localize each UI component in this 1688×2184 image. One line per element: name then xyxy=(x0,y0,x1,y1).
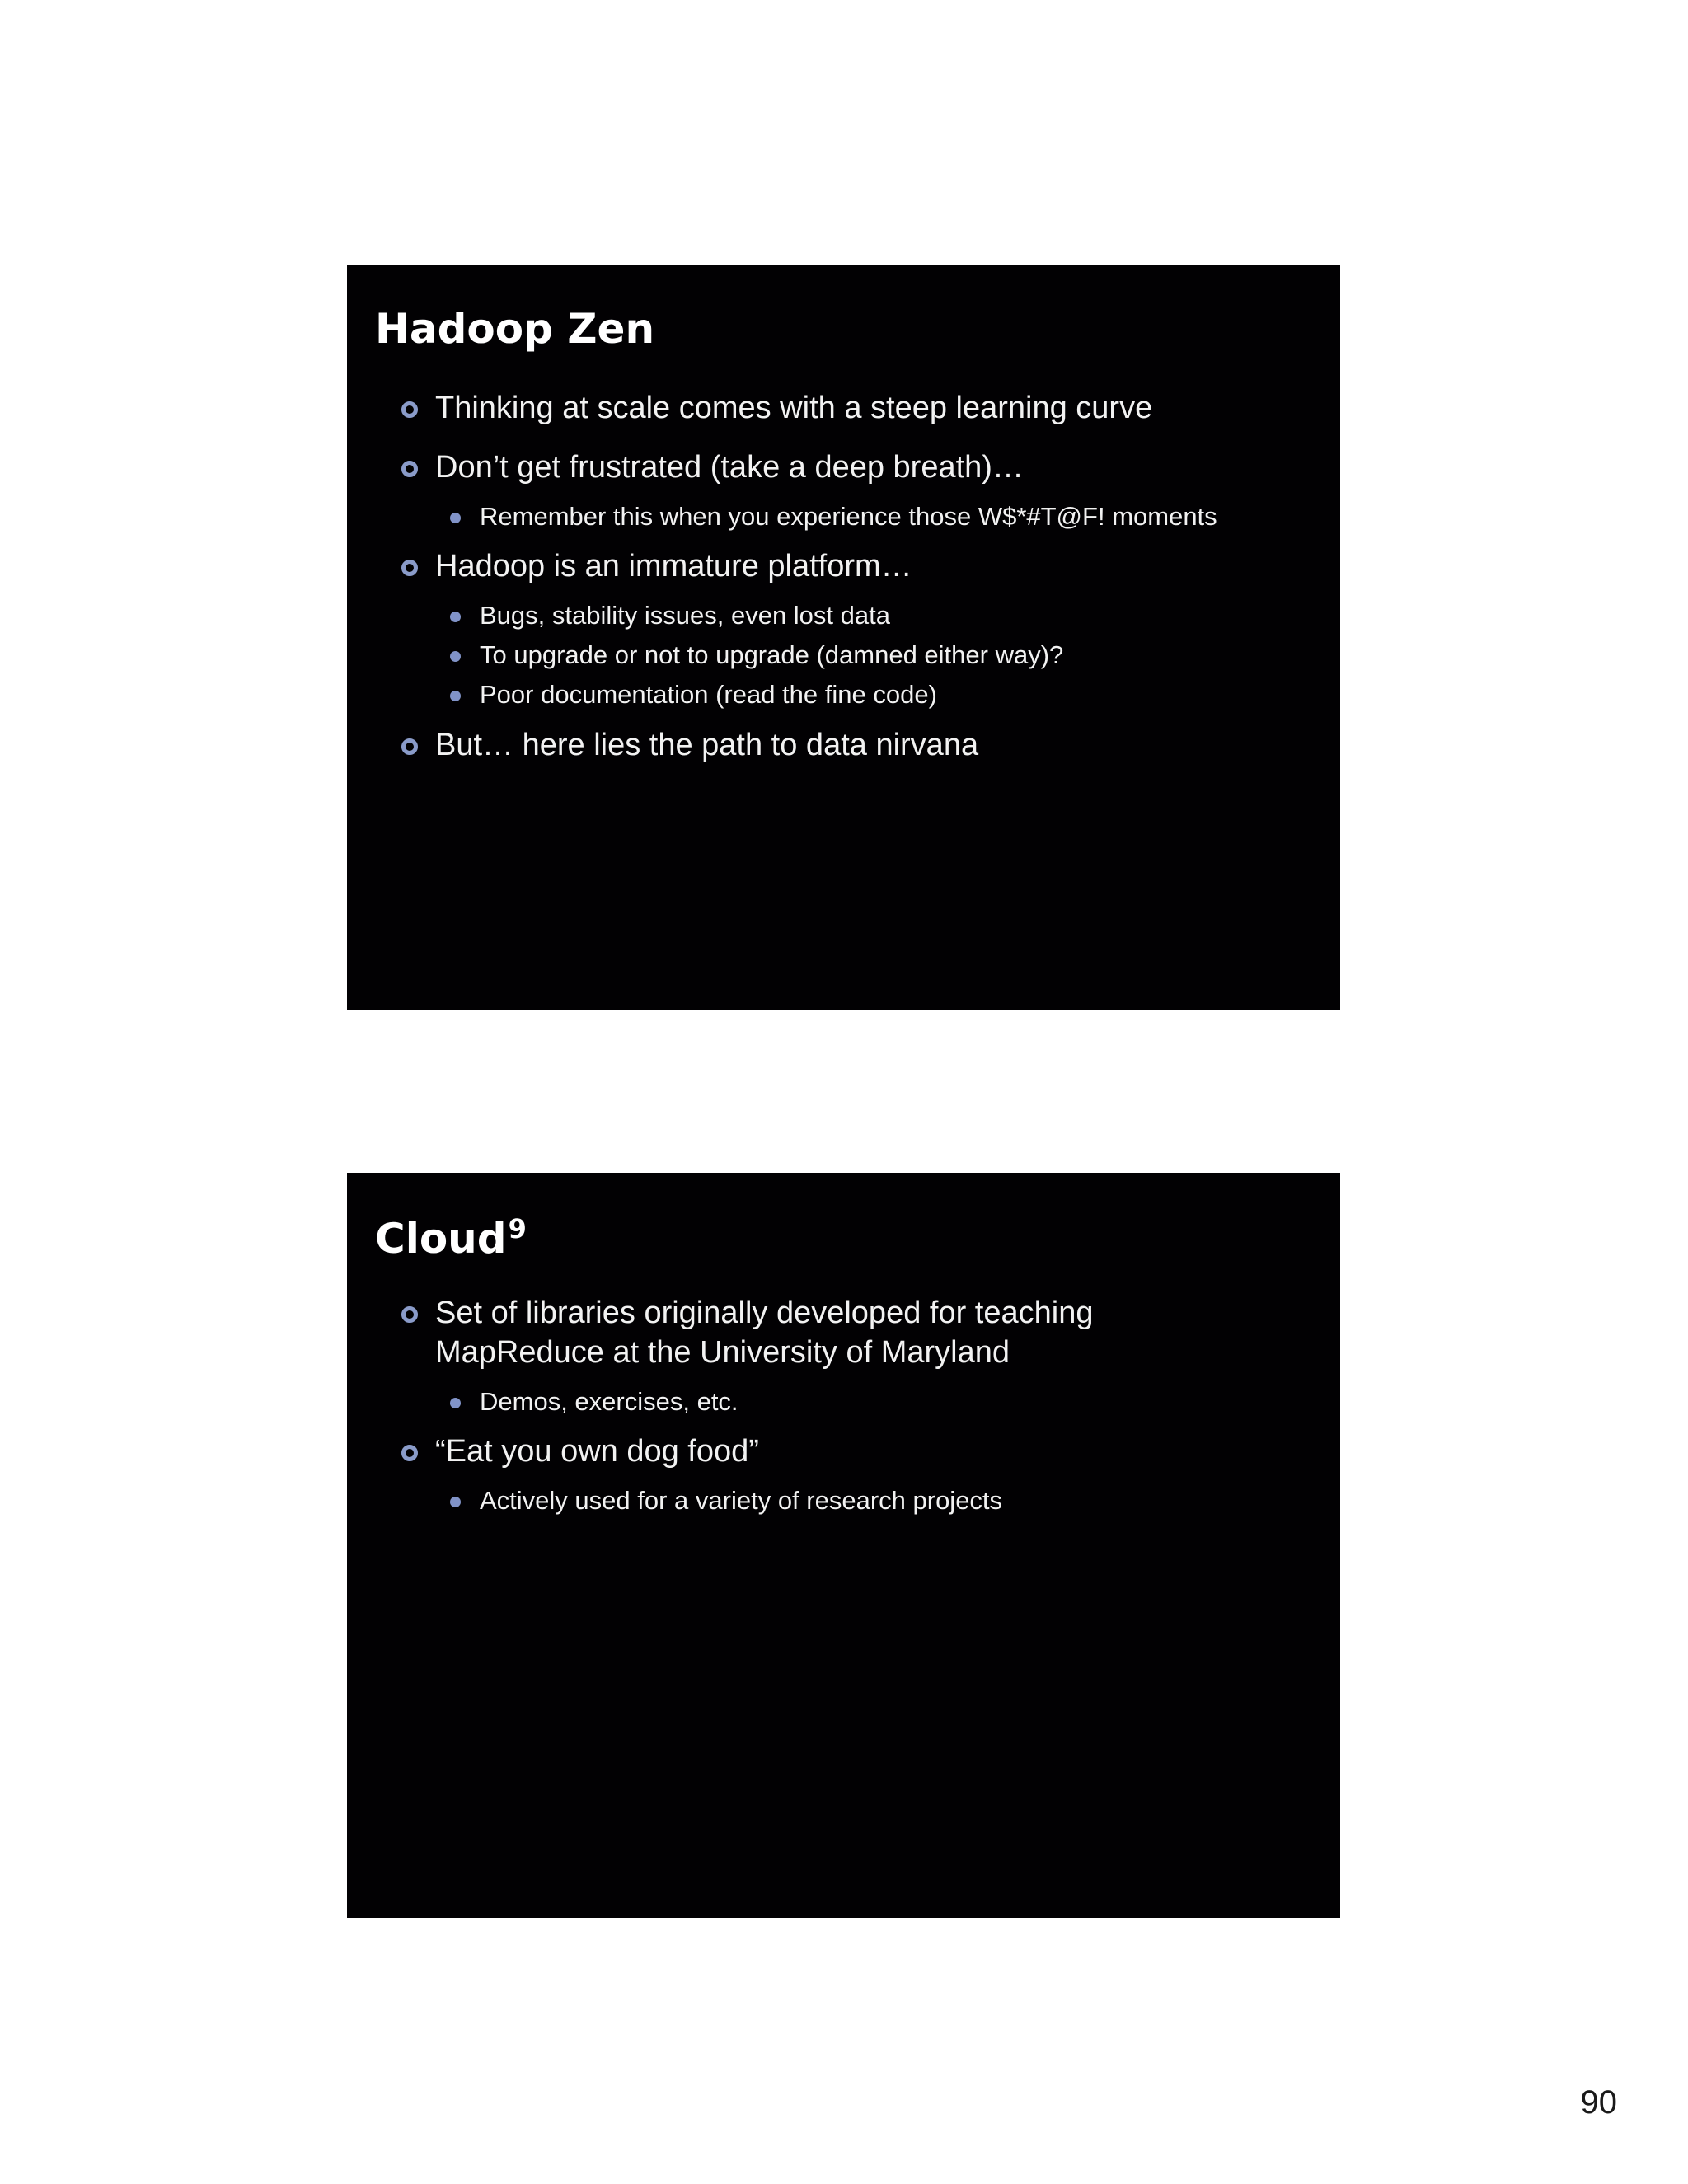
slide-cloud9 xyxy=(347,1173,1340,1918)
slide-title-superscript: 9 xyxy=(508,1213,527,1244)
sub-bullet-item: Bugs, stability issues, even lost data xyxy=(480,601,890,630)
hollow-circle-bullet-icon xyxy=(401,560,418,576)
dot-bullet-icon xyxy=(450,1398,461,1408)
hollow-circle-bullet-icon xyxy=(401,1306,418,1323)
dot-bullet-icon xyxy=(450,612,461,622)
dot-bullet-icon xyxy=(450,1497,461,1507)
dot-bullet-icon xyxy=(450,651,461,662)
slide-title-text: Cloud xyxy=(375,1215,507,1263)
sub-bullet-item: Poor documentation (read the fine code) xyxy=(480,680,937,709)
slide-content xyxy=(347,265,1340,1010)
hollow-circle-bullet-icon xyxy=(401,1445,418,1461)
dot-bullet-icon xyxy=(450,513,461,523)
sub-bullet-item: To upgrade or not to upgrade (damned either way)? xyxy=(480,640,1064,669)
sub-bullet-item: Remember this when you experience those W$*#T@F! moments xyxy=(480,502,1217,531)
slide-content xyxy=(347,1173,1340,1918)
dot-bullet-icon xyxy=(450,691,461,701)
bullet-item: Don’t get frustrated (take a deep breath)… xyxy=(435,450,1024,485)
bullet-item: Thinking at scale comes with a steep learning curve xyxy=(435,391,1153,425)
sub-bullet-item: Actively used for a variety of research projects xyxy=(480,1486,1003,1515)
slide-hadoop-zen xyxy=(347,265,1340,1010)
hollow-circle-bullet-icon xyxy=(401,461,418,477)
bullet-item: Set of libraries originally developed for teaching xyxy=(435,1296,1094,1330)
bullet-item: Hadoop is an immature platform… xyxy=(435,549,912,583)
bullet-item: But… here lies the path to data nirvana xyxy=(435,728,979,762)
bullet-item-continuation: MapReduce at the University of Maryland xyxy=(435,1335,1010,1370)
page-number: 90 xyxy=(1580,2084,1617,2121)
hollow-circle-bullet-icon xyxy=(401,401,418,418)
slide-title-text: Hadoop Zen xyxy=(375,305,655,353)
hollow-circle-bullet-icon xyxy=(401,738,418,755)
bullet-item: “Eat you own dog food” xyxy=(435,1434,759,1469)
sub-bullet-item: Demos, exercises, etc. xyxy=(480,1387,738,1416)
